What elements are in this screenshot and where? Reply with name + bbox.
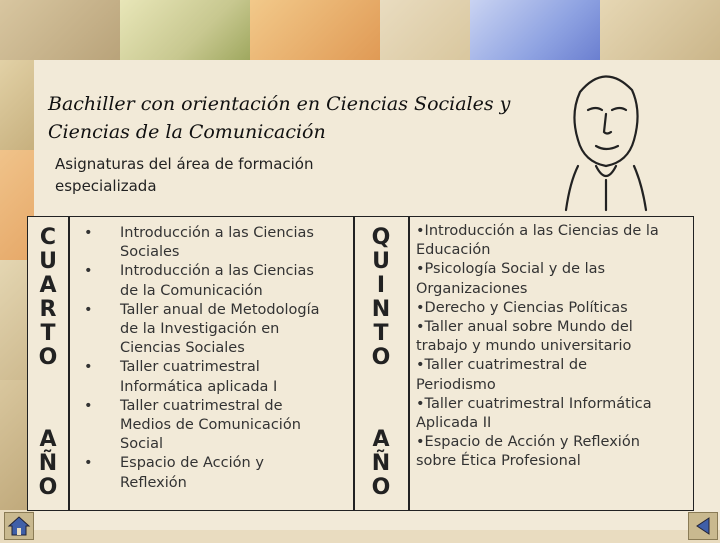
letter: R xyxy=(39,297,57,322)
subject-line: sobre Ética Profesional xyxy=(416,453,581,470)
letter: O xyxy=(38,345,58,370)
portrait-sketch xyxy=(560,62,650,212)
tile xyxy=(380,0,470,60)
subject-line: Periodismo xyxy=(416,376,496,393)
letter: T xyxy=(373,321,389,346)
subject-line: Espacio de Acción y xyxy=(120,455,264,472)
subject-line: Taller cuatrimestral de xyxy=(120,397,283,414)
bullet-icon: • xyxy=(84,225,93,241)
list-item xyxy=(78,301,348,359)
tile xyxy=(0,60,34,150)
letter: I xyxy=(376,273,386,298)
subtitle-line: Asignaturas del área de formación xyxy=(55,155,314,173)
bullet-icon: • xyxy=(84,301,93,318)
letter: Q xyxy=(371,225,391,250)
cuarto-vertical-label xyxy=(37,226,59,370)
tile xyxy=(0,0,120,60)
home-icon xyxy=(5,513,33,539)
subject-line: •Introducción a las Ciencias de la xyxy=(416,223,659,239)
cuarto-anio-label xyxy=(37,428,59,500)
subject-line: •Taller anual sobre Mundo del xyxy=(416,319,633,336)
cuarto-subject-list xyxy=(78,224,348,493)
letter: U xyxy=(39,249,57,274)
subject-line: •Taller cuatrimestral de xyxy=(416,357,588,374)
letter: Ñ xyxy=(371,451,391,476)
subject-line: Taller anual de Metodología xyxy=(120,301,320,318)
letter: N xyxy=(371,297,391,322)
subject-line: Social xyxy=(120,436,163,453)
subject-line: de la Comunicación xyxy=(120,282,263,299)
letter: C xyxy=(39,225,57,250)
tile xyxy=(120,0,250,60)
letter: A xyxy=(39,273,57,298)
subject-line: •Psicología Social y de las xyxy=(416,261,606,278)
letter: A xyxy=(39,427,57,452)
bullet-icon: • xyxy=(84,397,93,414)
subject-line: de la Investigación en xyxy=(120,321,280,338)
subject-line: Educación xyxy=(416,242,491,259)
letter: Ñ xyxy=(38,451,58,476)
subject-line: Informática aplicada I xyxy=(120,378,278,395)
home-button[interactable] xyxy=(4,512,34,540)
subject-line: Sociales xyxy=(120,244,180,261)
subject-line: •Taller cuatrimestral Informática xyxy=(416,395,652,412)
bullet-icon: • xyxy=(84,455,93,472)
list-item xyxy=(78,454,348,492)
letter: U xyxy=(372,249,390,274)
subject-line: Organizaciones xyxy=(416,280,528,297)
letter: A xyxy=(372,427,390,452)
list-item xyxy=(78,262,348,300)
letter: O xyxy=(371,475,391,500)
list-item xyxy=(78,358,348,396)
title-line: Ciencias de la Comunicación xyxy=(48,121,326,143)
bullet-icon: • xyxy=(84,359,93,376)
back-arrow-icon xyxy=(689,513,717,539)
letter: O xyxy=(38,475,58,500)
quinto-subject-list xyxy=(416,222,691,472)
list-item xyxy=(78,397,348,455)
tile xyxy=(250,0,380,60)
slide-title xyxy=(48,90,548,146)
subject-line: trabajo y mundo universitario xyxy=(416,338,632,355)
bullet-icon: • xyxy=(84,263,93,280)
subject-line: Ciencias Sociales xyxy=(120,340,245,357)
tile xyxy=(600,0,720,60)
title-line: Bachiller con orientación en Ciencias Sociales y xyxy=(48,93,511,115)
back-button[interactable] xyxy=(688,512,718,540)
slide-subtitle xyxy=(55,153,415,197)
quinto-anio-label xyxy=(370,428,392,500)
subject-line: Introducción a las Ciencias xyxy=(120,225,314,241)
subject-line: •Derecho y Ciencias Políticas xyxy=(416,299,628,316)
subject-line: Introducción a las Ciencias xyxy=(120,263,314,280)
decorative-header-tiles xyxy=(0,0,720,60)
subject-line: Aplicada II xyxy=(416,415,492,432)
list-item xyxy=(78,224,348,262)
subject-line: Reflexión xyxy=(120,474,187,491)
subject-line: Taller cuatrimestral xyxy=(120,359,260,376)
subject-line: Medios de Comunicación xyxy=(120,417,301,434)
tile xyxy=(470,0,600,60)
letter: O xyxy=(371,345,391,370)
quinto-vertical-label xyxy=(370,226,392,370)
letter: T xyxy=(40,321,56,346)
subtitle-line: especializada xyxy=(55,177,157,195)
subject-line: •Espacio de Acción y Reflexión xyxy=(416,434,640,451)
